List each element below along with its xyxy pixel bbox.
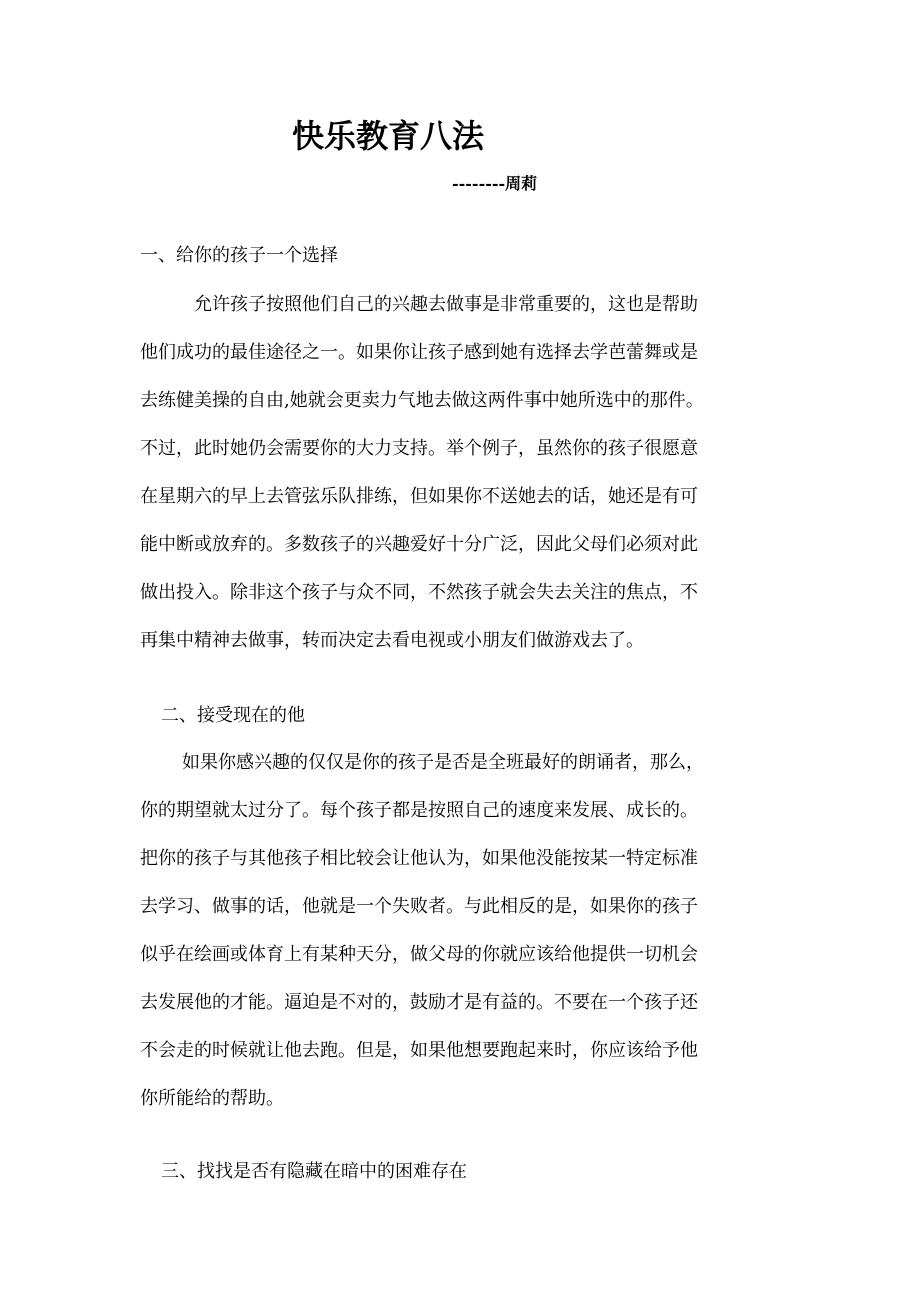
paragraph-line: 去练健美操的自由,她就会更卖力气地去做这两件事中她所选中的那件。 — [140, 390, 704, 411]
paragraph-line: 把你的孩子与其他孩子相比较会让他认为，如果他没能按某一特定标准 — [140, 848, 698, 869]
section-3-heading: 三、找找是否有隐藏在暗中的困难存在 — [161, 1161, 467, 1182]
paragraph-line: 去学习、做事的话，他就是一个失败者。与此相反的是，如果你的孩子 — [140, 896, 698, 917]
paragraph-line: 他们成功的最佳途径之一。如果你让孩子感到她有选择去学芭蕾舞或是 — [140, 342, 698, 363]
paragraph-line: 在星期六的早上去管弦乐队排练，但如果你不送她去的话，她还是有可 — [140, 486, 698, 507]
paragraph-line: 你的期望就太过分了。每个孩子都是按照自己的速度来发展、成长的。 — [140, 800, 698, 821]
author-byline: --------周莉 — [452, 174, 538, 193]
document-title: 快乐教育八法 — [292, 117, 485, 155]
paragraph-line: 做出投入。除非这个孩子与众不同，不然孩子就会失去关注的焦点，不 — [140, 582, 698, 603]
paragraph-line: 去发展他的才能。逼迫是不对的，鼓励才是有益的。不要在一个孩子还 — [140, 992, 698, 1013]
paragraph-line: 不过，此时她仍会需要你的大力支持。举个例子，虽然你的孩子很愿意 — [140, 438, 698, 459]
section-1-paragraph — [140, 281, 790, 665]
paragraph-line: 允许孩子按照他们自己的兴趣去做事是非常重要的，这也是帮助 — [194, 294, 698, 315]
paragraph-line: 似乎在绘画或体育上有某种天分，做父母的你就应该给他提供一切机会 — [140, 944, 698, 965]
paragraph-line: 能中断或放弃的。多数孩子的兴趣爱好十分广泛，因此父母们必须对此 — [140, 534, 698, 555]
section-2-heading: 二、接受现在的他 — [161, 705, 305, 726]
section-2-paragraph — [140, 739, 790, 1123]
paragraph-line: 再集中精神去做事，转而决定去看电视或小朋友们做游戏去了。 — [140, 630, 644, 651]
paragraph-line: 如果你感兴趣的仅仅是你的孩子是否是全班最好的朗诵者，那么， — [182, 752, 704, 773]
paragraph-line: 不会走的时候就让他去跑。但是，如果他想要跑起来时，你应该给予他 — [140, 1040, 698, 1061]
paragraph-line: 你所能给的帮助。 — [140, 1088, 284, 1109]
section-1-heading: 一、给你的孩子一个选择 — [140, 245, 338, 266]
